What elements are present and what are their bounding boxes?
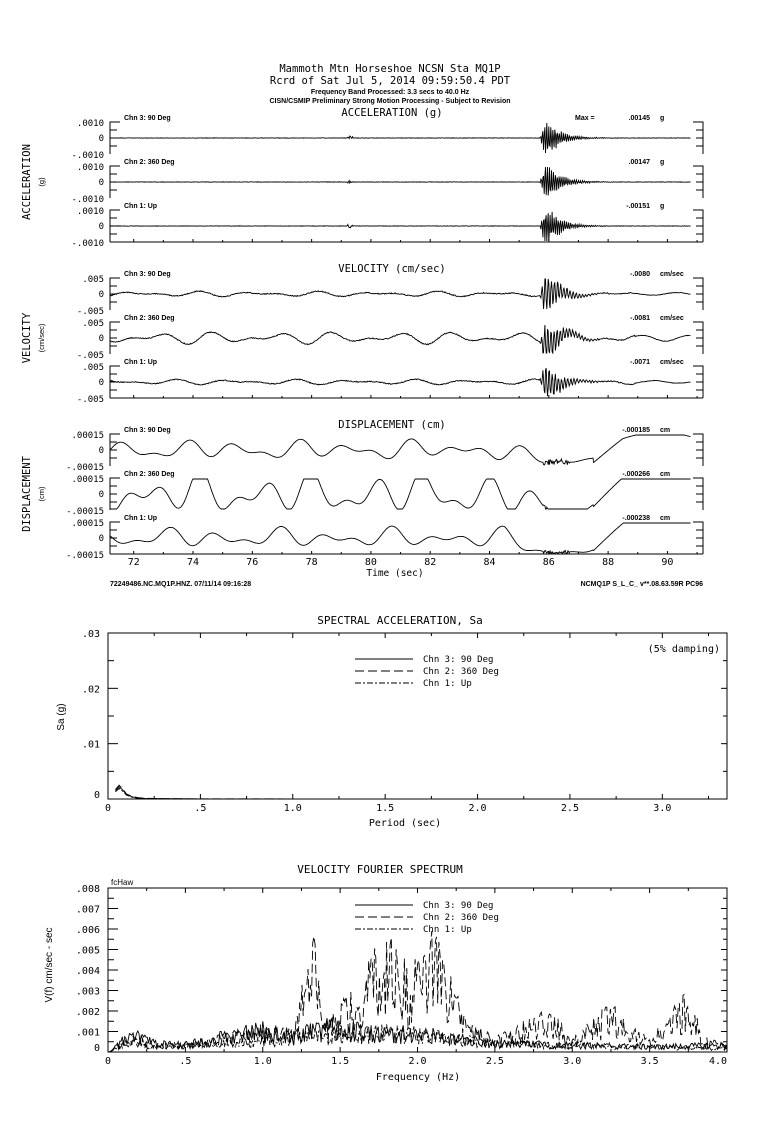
y-tick-label: .01 [81,739,100,751]
series-line-1 [108,931,727,1052]
waveform-trace [110,123,691,153]
x-tick-label: 1.5 [376,803,395,814]
time-tick-label: 80 [364,557,377,568]
channel-unit: g [660,159,665,166]
waveform-trace [110,212,691,241]
channel-label: Chn 1: Up [124,203,158,210]
y-tick-label-top: .0010 [76,163,104,173]
y-tick-label: .006 [75,925,100,936]
x-tick-label: 2.0 [468,803,487,814]
y-tick-label: .001 [75,1027,100,1039]
sa-legend [355,655,499,689]
x-tick-label: 1.0 [253,1056,272,1067]
channel-label: Chn 1: Up [124,359,158,366]
y-tick-label: .002 [75,1007,100,1018]
fs-title: VELOCITY FOURIER SPECTRUM [297,863,463,876]
y-tick-label-zero: 0 [98,446,104,456]
waveform-trace [110,479,691,509]
y-tick-label-zero: 0 [98,178,104,188]
legend-label: Chn 2: 360 Deg [423,913,499,923]
y-tick-label-top: .0010 [76,207,104,217]
x-tick-label: 4.0 [708,1056,727,1067]
y-tick-label-top: .00015 [71,475,104,485]
y-tick-label: .005 [75,945,100,957]
waveform-trace [110,167,691,196]
y-tick-label-bottom: -.005 [76,395,104,405]
fs-y-axis-label: V(f) cm/sec - sec [44,927,55,1003]
y-tick-label-zero: 0 [98,134,104,144]
panel-y-unit: (g) [37,177,46,187]
channel-unit: cm/sec [660,315,684,322]
x-tick-label: 2.5 [560,803,579,814]
y-tick-label-bottom: -.00015 [66,551,104,561]
waveform-trace [110,325,691,353]
waveform-trace [110,435,691,465]
panel-y-label: ACCELERATION [21,144,33,220]
channel-label: Chn 2: 360 Deg [124,159,175,166]
time-tick-label: 86 [542,557,555,568]
sa-title: SPECTRAL ACCELERATION, Sa [317,614,483,627]
x-tick-label: 2.5 [485,1056,504,1067]
y-tick-label: .003 [75,986,100,998]
y-tick-label-top: .00015 [71,519,104,529]
max-label: Max = [575,115,595,122]
time-tick-label: 74 [186,557,200,568]
panel-y-label: VELOCITY [21,312,33,364]
header-station: Mammoth Mtn Horseshoe NCSN Sta MQ1P [279,63,501,75]
time-tick-label: 76 [246,557,259,568]
series-line-0 [108,1018,727,1052]
x-tick-label: 1.0 [283,803,302,814]
legend-label: Chn 3: 90 Deg [423,901,494,911]
legend-label: Chn 3: 90 Deg [423,655,494,665]
fs-corner-label: fcHaw [111,878,134,887]
footer-record-id: 72249486.NC.MQ1P.HNZ. 07/11/14 09:16:28 [110,581,252,588]
y-tick-label-bottom: -.0010 [71,239,104,249]
y-tick-label-top: .0010 [76,119,104,129]
fourier-spectrum-chart [44,863,727,1083]
channel-max-value: -.0081 [630,315,650,322]
time-tick-label: 84 [483,557,496,568]
channel-unit: cm [660,427,671,434]
x-tick-label: .5 [194,803,207,814]
legend-label: Chn 2: 360 Deg [423,667,499,677]
y-tick-label: .004 [75,966,100,977]
y-tick-label-zero: 0 [98,334,104,344]
channel-max-value: .00145 [628,115,650,122]
header-record: Rcrd of Sat Jul 5, 2014 09:59:50.4 PDT [269,75,511,87]
time-tick-label: 78 [305,557,318,568]
y-tick-label-zero: 0 [98,378,104,388]
panel-acceleration [21,107,703,249]
y-tick-label-zero: 0 [98,534,104,544]
panel-y-unit: (cm/sec) [37,323,46,353]
y-tick-label: .03 [81,629,100,640]
y-tick-label-bottom: -.00015 [66,507,104,517]
footer-processing-id: NCMQ1P S_L_C_ v**.08.63.59R PC96 [580,581,703,588]
channel-label: Chn 2: 360 Deg [124,315,175,322]
channel-unit: g [660,115,665,122]
channel-max-value: -.000238 [622,515,650,522]
x-tick-label: .5 [179,1056,192,1067]
x-tick-label: 2.0 [408,1056,427,1067]
x-tick-label: 0 [104,1056,112,1067]
panel-velocity [21,263,703,405]
y-tick-label: 0 [93,790,100,801]
fs-x-axis-label: Frequency (Hz) [375,1072,461,1083]
time-axis-ticks [128,557,674,568]
time-series-panels [21,107,703,561]
y-tick-label-top: .005 [82,363,104,373]
time-tick-label: 72 [127,557,140,568]
sa-x-axis-label: Period (sec) [368,818,442,829]
y-tick-label: 0 [93,1043,100,1054]
series-line-2 [115,789,727,800]
y-tick-label: .008 [75,884,100,895]
y-tick-label-top: .005 [82,275,104,285]
time-axis-label: Time (sec) [366,568,424,579]
x-tick-label: 0 [104,803,112,814]
y-tick-label-top: .00015 [71,431,104,441]
panel-y-label: DISPLACEMENT [21,456,33,532]
y-tick-label-bottom: -.0010 [71,195,104,205]
y-tick-label: .007 [75,904,100,916]
y-tick-label-bottom: -.005 [76,351,104,361]
report-header [269,63,510,105]
channel-max-value: -.000266 [622,471,650,478]
header-disclaimer: CISN/CSMIP Preliminary Strong Motion Processing - Subject to Revision [269,98,511,105]
channel-max-value: -.00151 [626,203,650,210]
x-tick-label: 3.0 [563,1056,582,1067]
series-line-0 [115,787,727,799]
waveform-trace [110,279,691,309]
channel-unit: cm [660,471,671,478]
sa-y-axis-label: Sa (g) [56,703,67,731]
channel-max-value: -.000185 [622,427,650,434]
channel-label: Chn 3: 90 Deg [124,271,171,278]
y-tick-label-top: .005 [82,319,104,329]
sa-damping-note: (5% damping) [647,644,720,655]
fs-legend [355,901,499,935]
y-tick-label-zero: 0 [98,490,104,500]
x-tick-label: 1.5 [331,1056,350,1067]
y-tick-label-bottom: -.0010 [71,151,104,161]
y-tick-label: .02 [81,684,100,696]
legend-label: Chn 1: Up [423,679,472,689]
x-tick-label: 3.5 [640,1056,659,1067]
time-tick-label: 90 [661,557,674,568]
channel-label: Chn 3: 90 Deg [124,427,171,434]
panel-displacement [21,419,703,561]
channel-label: Chn 2: 360 Deg [124,471,175,478]
channel-label: Chn 1: Up [124,515,158,522]
time-tick-label: 82 [424,557,437,568]
channel-unit: cm/sec [660,359,684,366]
y-tick-label-zero: 0 [98,222,104,232]
channel-unit: cm [660,515,671,522]
panel-title: ACCELERATION (g) [341,107,443,119]
channel-max-value: -.0071 [630,359,650,366]
spectral-acceleration-chart [56,614,727,829]
channel-unit: g [660,203,665,210]
time-tick-label: 88 [602,557,615,568]
waveform-trace [110,523,691,553]
x-tick-label: 3.0 [653,803,672,814]
legend-label: Chn 1: Up [423,925,472,935]
channel-unit: cm/sec [660,271,684,278]
waveform-trace [110,368,691,396]
panel-y-unit: (cm) [37,486,46,502]
header-band: Frequency Band Processed: 3.3 secs to 40.0 Hz [310,89,470,96]
series-line-1 [115,785,727,799]
channel-max-value: -.0080 [630,271,650,278]
y-tick-label-bottom: -.00015 [66,463,104,473]
plot-frame [108,633,727,799]
panel-title: DISPLACEMENT (cm) [338,419,446,431]
panel-title: VELOCITY (cm/sec) [338,263,446,275]
y-tick-label-bottom: -.005 [76,307,104,317]
channel-label: Chn 3: 90 Deg [124,115,171,122]
y-tick-label-zero: 0 [98,290,104,300]
channel-max-value: .00147 [628,159,650,166]
